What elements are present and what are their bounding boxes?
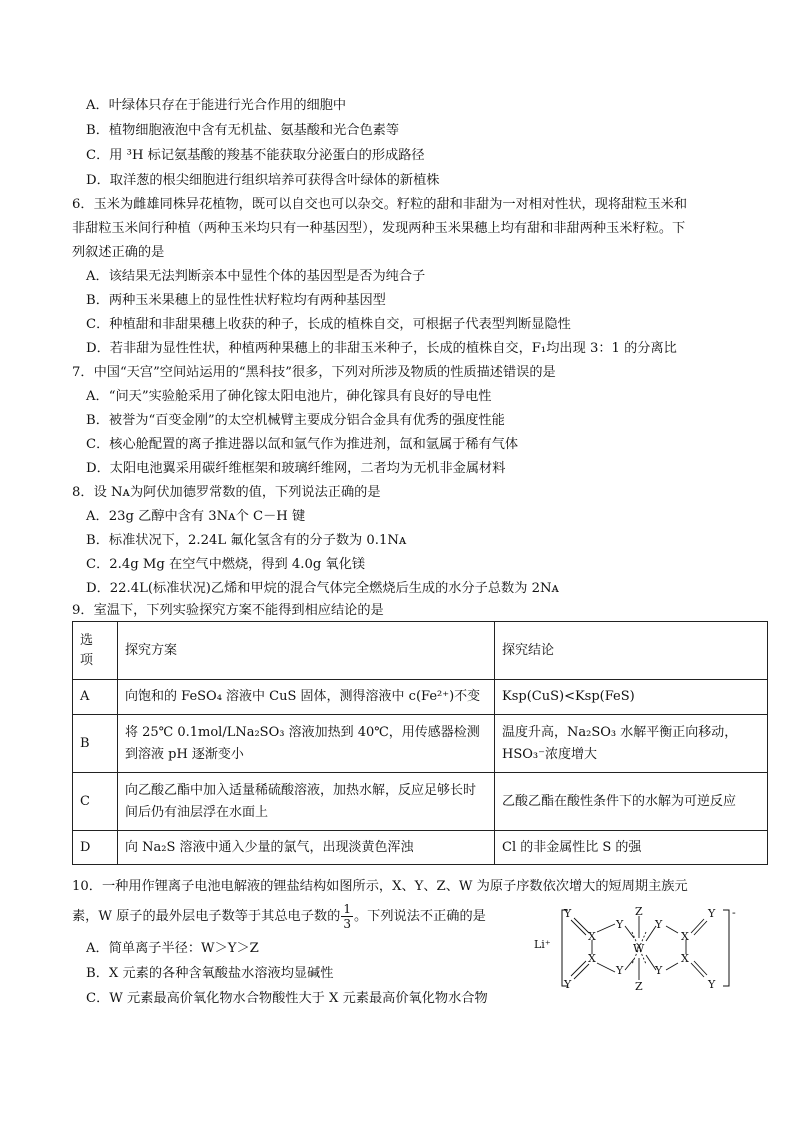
q10-stem-line-2-post: 。下列说法不正确的是 [353,909,486,924]
q5-option-d: D．取洋葱的根尖细胞进行组织培养可获得含叶绿体的新植株 [86,173,440,188]
header-conclusion: 探究结论 [495,622,768,680]
table-row [73,831,768,865]
lithium-salt-structure-diagram [528,902,794,994]
header-option: 选项 [73,622,118,680]
q6-option-b: B．两种玉米果穗上的显性性状籽粒均有两种基因型 [86,293,386,308]
q10-option-c: C．W 元素最高价氧化物水合物酸性大于 X 元素最高价氧化物水合物 [86,991,488,1006]
q8-stem: 8．设 Nᴀ为阿伏加德罗常数的值，下列说法正确的是 [72,485,381,500]
q8-option-a: A．23g 乙醇中含有 3Nᴀ个 C－H 键 [86,509,306,524]
atom-x: X [588,930,596,943]
q7-option-a: A．“问天”实验舱采用了砷化镓太阳电池片，砷化镓具有良好的导电性 [86,389,492,404]
q7-option-d: D．太阳电池翼采用碳纤维框架和玻璃纤维网，二者均为无机非金属材料 [86,461,506,476]
table-row [73,715,768,773]
right-bracket [723,910,729,986]
q10-stem-line-2 [72,902,486,932]
row-plan: 向乙酸乙酯中加入适量稀硫酸溶液，加热水解，反应足够长时间后仍有油层浮在水面上 [118,773,495,831]
q8-option-b: B．标准状况下，2.24L 氟化氢含有的分子数为 0.1Nᴀ [86,533,407,548]
q9-stem: 9．室温下，下列实验探究方案不能得到相应结论的是 [72,603,384,618]
header-plan: 探究方案 [118,622,495,680]
atom-x: X [681,930,689,943]
q5-option-a: A．叶绿体只存在于能进行光合作用的细胞中 [86,98,347,113]
atom-w: W [633,942,645,955]
q5-option-c: C．用 ³H 标记氨基酸的羧基不能获取分泌蛋白的形成路径 [86,148,425,163]
table-row [73,680,768,715]
row-plan: 向 Na₂S 溶液中通入少量的氯气，出现淡黄色浑浊 [118,831,495,865]
q10-stem-line-2-pre: 素，W 原子的最外层电子数等于其总电子数的 [72,909,341,924]
q6-stem-line-3: 列叙述正确的是 [72,245,165,260]
q10-stem-line-1: 10．一种用作锂离子电池电解液的锂盐结构如图所示，X、Y、Z、W 为原子序数依次增大的短周期主族元 [72,879,688,894]
table-header-row [73,622,768,680]
row-option: A [73,680,118,715]
q7-option-c: C．核心舱配置的离子推进器以氙和氩气作为推进剂，氙和氩属于稀有气体 [86,437,519,452]
atom-x: X [681,952,689,965]
left-bracket [562,910,568,986]
q9-table [72,621,768,865]
q10-option-b: B．X 元素的各种含氧酸盐水溶液均显碱性 [86,966,334,981]
row-option: B [73,715,118,773]
cation-label: Li⁺ [534,938,551,951]
fraction-numerator: 1 [343,902,351,916]
row-conclusion: Cl 的非金属性比 S 的强 [495,831,768,865]
q6-option-a: A．该结果无法判断亲本中显性个体的基因型是否为纯合子 [86,269,426,284]
q8-option-c: C．2.4g Mg 在空气中燃烧，得到 4.0g 氧化镁 [86,557,366,572]
atom-y: Y [708,907,716,920]
atom-y: Y [708,978,716,991]
row-conclusion: 温度升高，Na₂SO₃ 水解平衡正向移动，HSO₃⁻浓度增大 [495,715,768,773]
atom-z: Z [635,905,643,918]
row-plan: 将 25℃ 0.1mol/LNa₂SO₃ 溶液加热到 40℃，用传感器检测到溶液 pH 逐渐变小 [118,715,495,773]
row-plan: 向饱和的 FeSO₄ 溶液中 CuS 固体，测得溶液中 c(Fe²⁺)不变 [118,680,495,715]
atom-y: Y [564,978,572,991]
q7-stem: 7．中国“天宫”空间站运用的“黑科技”很多，下列对所涉及物质的性质描述错误的是 [72,365,556,380]
charge-label: - [732,906,736,919]
q6-stem-line-2: 非甜粒玉米间行种植（两种玉米均只有一种基因型），发现两种玉米果穗上均有甜和非甜两种玉米籽粒。下 [72,221,686,236]
q6-option-c: C．种植甜和非甜果穗上收获的种子，长成的植株自交，可根据子代表型判断显隐性 [86,317,571,332]
atom-z: Z [635,980,643,993]
q6-stem-line-1: 6．玉米为雌雄同株异花植物，既可以自交也可以杂交。籽粒的甜和非甜为一对相对性状，现将甜粒玉米和 [72,197,688,212]
q8-option-d: D．22.4L(标准状况)乙烯和甲烷的混合气体完全燃烧后生成的水分子总数为 2Nᴀ [86,581,559,596]
atom-y: Y [655,964,663,977]
row-option: C [73,773,118,831]
atom-y: Y [616,918,624,931]
row-conclusion: 乙酸乙酯在酸性条件下的水解为可逆反应 [495,773,768,831]
table-row [73,773,768,831]
atom-x: X [588,952,596,965]
fraction [341,902,353,931]
atom-y: Y [616,964,624,977]
row-option: D [73,831,118,865]
fraction-denominator: 3 [343,917,351,931]
q7-option-b: B．被誉为“百变金刚”的太空机械臂主要成分铝合金具有优秀的强度性能 [86,413,505,428]
q5-option-b: B．植物细胞液泡中含有无机盐、氨基酸和光合色素等 [86,123,400,138]
atom-y: Y [655,918,663,931]
q10-option-a: A．简单离子半径：W＞Y＞Z [86,941,259,956]
row-conclusion: Ksp(CuS)<Ksp(FeS) [495,680,768,715]
q6-option-d: D．若非甜为显性性状，种植两种果穗上的非甜玉米种子，长成的植株自交，F₁均出现 3：1 的分离比 [86,341,677,356]
atom-y: Y [564,907,572,920]
